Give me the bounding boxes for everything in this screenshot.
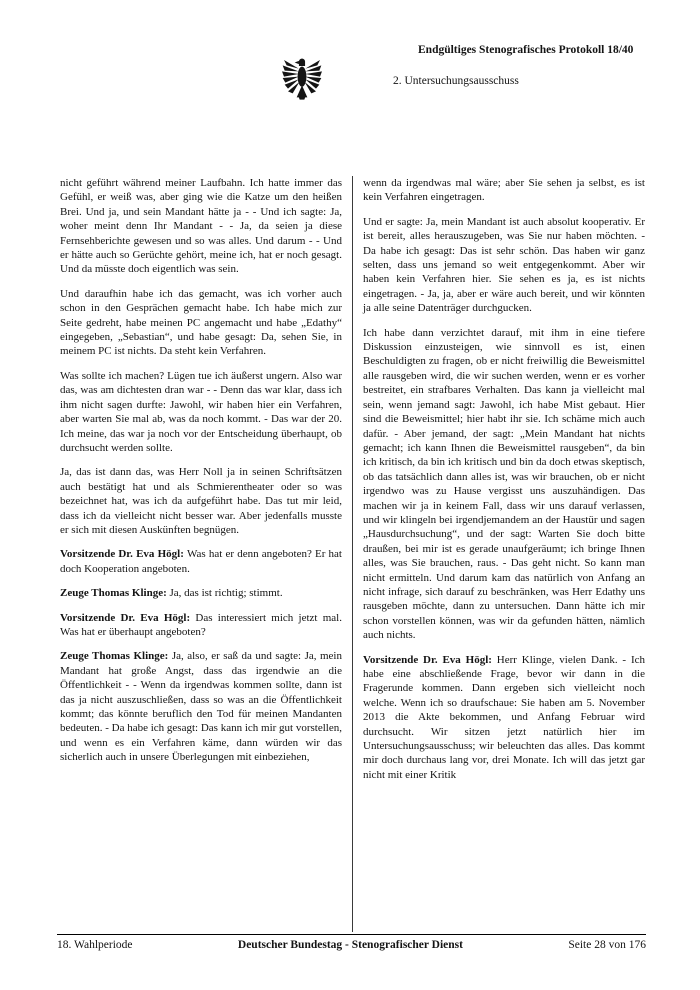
speaker-name: Vorsitzende Dr. Eva Högl: (60, 548, 188, 561)
paragraph: Ich habe dann verzichtet darauf, mit ihm in eine tiefere Diskussion einzusteigen, wie sinnvoll es ist, einen Beschuldigten zu fragen, ob er nicht freiwillig die Beweismittel alle rausgeben wird, die wir suchen werden, wenn er es vorher bestreitet, ein strafbares Verhalten. Das kann ja vielleicht mal sein, wenn jemand sagt: Jawohl, ich habe Mist gebaut. Hier sind die Beweismittel; hier habt ihr sie. Ich schäme mich auch dafür. - Aber jemand, der sagt: „Mein Mandant hat nichts gemacht; ich kann Ihnen die Beweismittel rausgeben“, da bin ich kritisch, da bin ich kritisch und bin da doch etwas skeptisch, ob das tatsächlich dann alles ist, was wir brauchen, ob er nicht irgendwo was zu Hause vergisst uns auszuhändigen. Das machen wir ja in keinem Fall, dass wir uns darauf verlassen, und wir klingeln bei irgendjemandem an der Haustür und sagen „Hausdurchsuchung“, und der sagt: Warten Sie doch bitte draußen, bei mir ist es gerade unaufgeräumt; ich bringe Ihnen alles, was Sie brauchen, raus. - Das geht nicht. So kann man nicht ermitteln. Und darum kam das natürlich von Anfang an nicht infrage, sich darauf zu beschränken, was Herr Edathy uns rausgeben möchte, dann zu untersuchen. Dann hätte ich mir schon vorstellen können, was wir da gefunden hätten, nämlich auch nichts. (363, 326, 645, 642)
paragraph: Was sollte ich machen? Lügen tue ich äußerst ungern. Also war das, was am dichtesten dran war - - Denn das war klar, dass ich ihm nicht sagen durfte: Jawohl, wir haben hier ein Verfahren, aber warten Sie mal ab, was da noch kommt. - Das war der 20. Ich meine, das war ja noch vor der Entscheidung überhaupt, ob durchsucht werden sollte. (60, 369, 342, 454)
speaker-name: Vorsitzende Dr. Eva Högl: (60, 611, 196, 624)
speaker-name: Zeuge Thomas Klinge: (60, 587, 170, 600)
footer-service-label: Deutscher Bundestag - Stenografischer Dienst (237, 939, 463, 951)
paragraph: Ja, das ist dann das, was Herr Noll ja in seinen Schriftsätzen auch bestätigt hat und als Schmierentheater oder so was bezeichnet hat, was ich da aufgeführt habe. Das tut mir leid, dass ich da vielleicht nicht besser war. Aber jedenfalls musste er sich mit diesen Auskünften begnügen. (60, 466, 342, 536)
left-column (60, 176, 342, 934)
paragraph: Und daraufhin habe ich das gemacht, was ich vorher auch schon in den Gesprächen gemacht habe. Ich habe mich zur Seite gedreht, habe meinen PC angemacht und habe „Edathy“ eingegeben, „Sebastian“, und habe gesagt: Da, sehen Sie, in meinem PC ist nichts. Da steht kein Verfahren. (60, 287, 342, 358)
column-divider (352, 176, 353, 932)
footer-legislative-period: 18. Wahlperiode (57, 939, 133, 951)
speech-paragraph: Zeuge Thomas Klinge: Ja, das ist richtig; stimmt. (60, 587, 283, 600)
right-column (363, 176, 645, 934)
speech-paragraph: Vorsitzende Dr. Eva Högl: Was hat er denn angeboten? Er hat doch Kooperation angeboten. (60, 548, 342, 575)
page-footer (57, 939, 646, 951)
protocol-title: Endgültiges Stenografisches Protokoll 18/40 (418, 44, 634, 56)
bundesadler-icon (282, 56, 322, 104)
bundesadler-logo (282, 56, 322, 104)
paragraph: wenn da irgendwas mal wäre; aber Sie sehen ja selbst, es ist kein Verfahren eingetragen. (363, 177, 645, 204)
speech-paragraph: Vorsitzende Dr. Eva Högl: Herr Klinge, vielen Dank. - Ich habe eine abschließende Frage, bevor wir dann in die Fragerunde kommen. Dann ergeben sich vielleicht noch welche. Wenn ich so draufschaue: Sie haben am 5. November 2013 die Akte bekommen, und Anfang Februar wird durchsucht. Wir sitzen jetzt natürlich hier im Untersuchungsausschuss; wir beleuchten das alles. Das kommt mir doch durchaus lang vor, drei Monate. Ich will das jetzt gar nicht mit einer Kritik (363, 653, 645, 781)
footer-rule (57, 934, 646, 935)
speaker-name: Zeuge Thomas Klinge: (60, 650, 172, 663)
paragraph: nicht geführt während meiner Laufbahn. Ich hatte immer das Gefühl, er weiß was, aber ging wie die Katze um den heißen Brei. Und ja, und sein Mandant hätte ja - - Und ich sagte: Ja, woher meint denn Ihr Mandant - - Ja, da seien ja diese Fernsehberichte gewesen und so was alles. Und darum - - Und er hätte auch so Gerüchte gehört, meine ich, hat er noch gesagt. Und da müsste doch eigentlich was sein. (60, 177, 342, 276)
committee-name: 2. Untersuchungsausschuss (393, 75, 519, 87)
speech-paragraph: Vorsitzende Dr. Eva Högl: Das interessiert mich jetzt mal. Was hat er überhaupt angeboten? (60, 611, 342, 638)
page-header (393, 44, 673, 87)
speech-paragraph: Zeuge Thomas Klinge: Ja, also, er saß da und sagte: Ja, mein Mandant hat große Angst, dass das irgendwie an die Öffentlichkeit - - Wenn da irgendwas kommen sollte, dann ist das ja nicht auszuschließen, dass so was an die Öffentlichkeit kommt; das könnte beruflich den Tod für meinen Mandanten bedeuten. - Da habe ich gesagt: Das kann ich mir gut vorstellen, und wenn es ein Verfahren käme, dann würden wir das sicherlich auch in unsere Überlegungen mit einbeziehen, (60, 650, 342, 764)
footer-page-number: Seite 28 von 176 (568, 939, 646, 951)
speaker-name: Vorsitzende Dr. Eva Högl: (363, 653, 497, 666)
paragraph: Und er sagte: Ja, mein Mandant ist auch absolut kooperativ. Er ist bereit, alles herauszugeben, was Sie nur haben möchten. - Da habe ich gesagt: Das ist sehr schön. Das haben wir ganz selten, dass uns jemand so weit entgegenkommt. Aber wir haben kein Verfahren hier. Sie sehen es ja, es ist nichts eingetragen. - Ja, ja, aber er wäre auch bereit, und wir könnten ja alle seine Datenträger durchgucken. (363, 215, 645, 315)
